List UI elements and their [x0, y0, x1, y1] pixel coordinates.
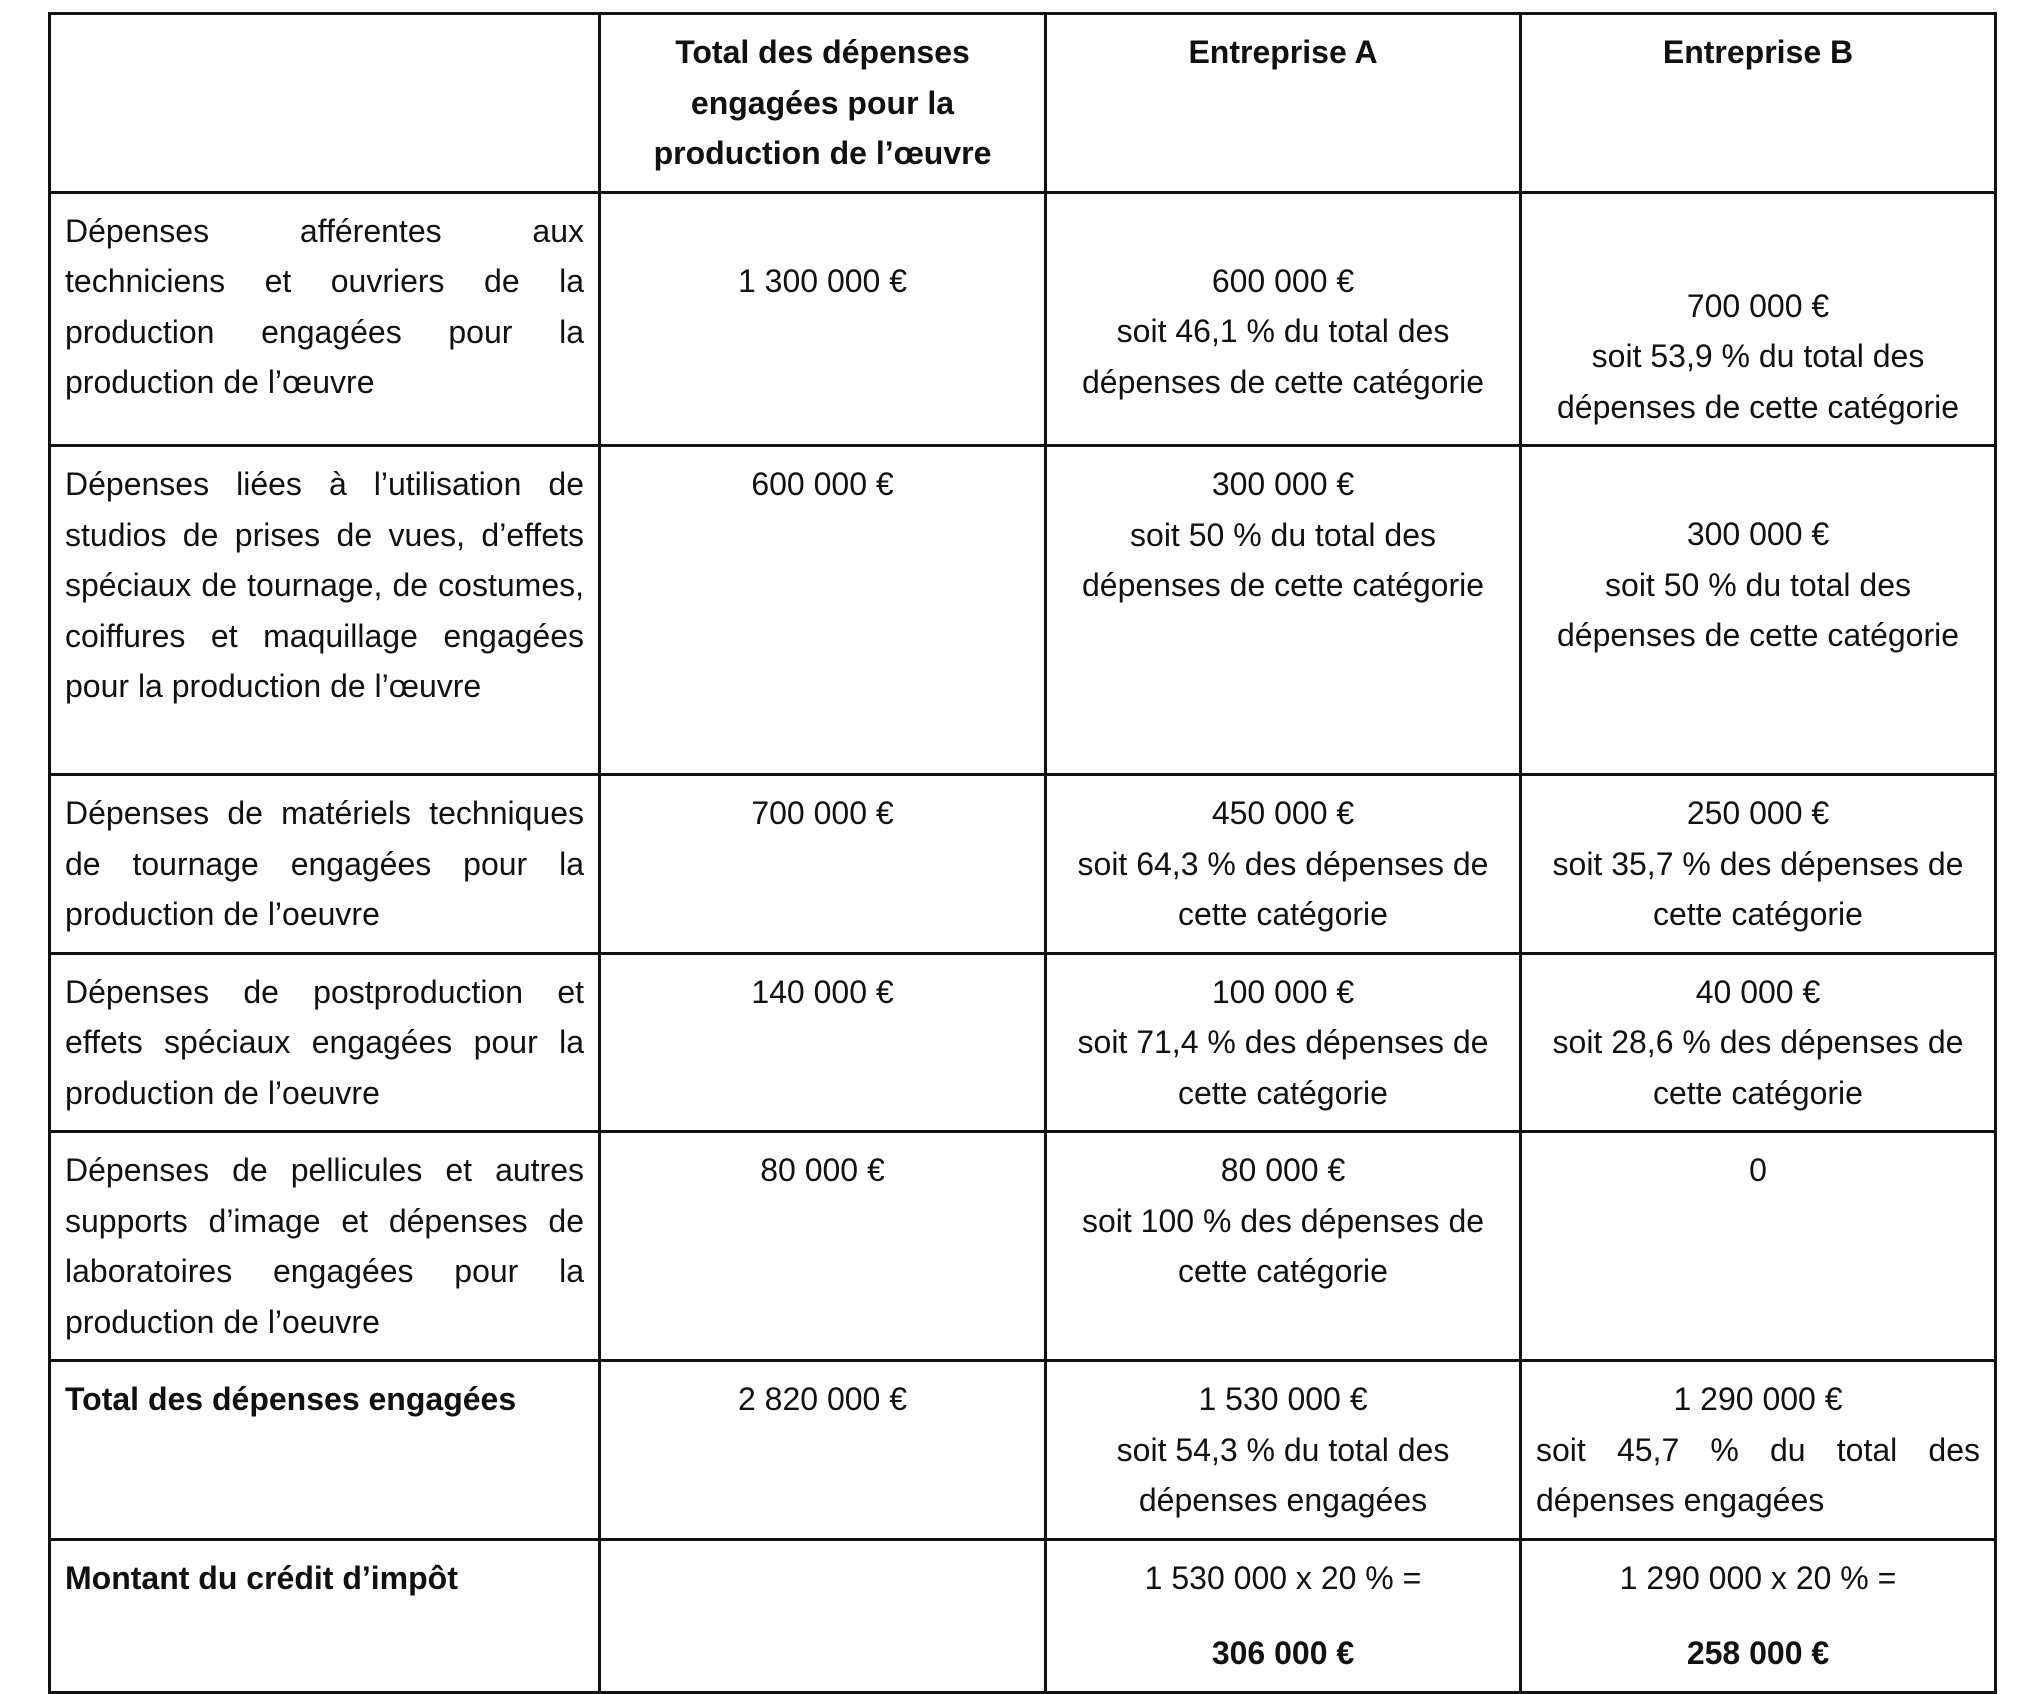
table-row — [50, 192, 1996, 446]
company-a-share: soit 64,3 % des dépenses de cette catégorie — [1077, 845, 1489, 932]
row-total-value: 80 000 € — [760, 1152, 885, 1188]
company-b-share: soit 50 % du total des dépenses de cette catégorie — [1556, 566, 1960, 653]
company-a-share: soit 46,1 % du total des dépenses de cette catégorie — [1081, 313, 1485, 400]
header-empty-cell — [50, 14, 600, 193]
total-row — [50, 1361, 1996, 1540]
total-row-total — [600, 1361, 1046, 1540]
header-company-b: Entreprise B — [1521, 14, 1996, 193]
credit-row — [50, 1539, 1996, 1692]
total-row-total-value: 2 820 000 € — [737, 1381, 908, 1417]
row-label: Dépenses de matériels techniques de tournage engagées pour la production de l’oeuvre — [50, 775, 600, 954]
total-company-b-amount: 1 290 000 € — [1673, 1381, 1843, 1417]
credit-spacer — [1536, 1603, 1980, 1628]
row-label: Dépenses afférentes aux techniciens et ouvriers de la production engagées pour la production de l’œuvre — [50, 192, 600, 446]
credit-company-a-formula: 1 530 000 x 20 % = — [1144, 1559, 1422, 1596]
row-total — [600, 192, 1046, 446]
row-total-value: 700 000 € — [751, 795, 894, 831]
row-label: Dépenses de pellicules et autres supports d’image et dépenses de laboratoires engagées pour la production de l’oeuvre — [50, 1132, 600, 1361]
company-a-share: soit 71,4 % des dépenses de cette catégorie — [1077, 1024, 1489, 1111]
company-a-share: soit 50 % du total des dépenses de cette catégorie — [1081, 516, 1485, 603]
company-a-amount: 80 000 € — [1220, 1152, 1346, 1188]
total-row-company-a — [1046, 1361, 1521, 1540]
row-total-value: 140 000 € — [751, 973, 894, 1010]
total-company-b-share: soit 45,7 % du total des dépenses engagées — [1536, 1431, 1980, 1518]
company-a-share: soit 100 % des dépenses de cette catégorie — [1081, 1202, 1485, 1289]
company-a-amount: 600 000 € — [1211, 262, 1355, 299]
company-b-share: soit 35,7 % des dépenses de cette catégorie — [1552, 845, 1964, 932]
credit-company-b-formula: 1 290 000 x 20 % = — [1619, 1559, 1897, 1596]
row-company-b — [1521, 953, 1996, 1132]
row-company-a — [1046, 446, 1521, 775]
row-label: Dépenses liées à l’utilisation de studios de prises de vues, d’effets spéciaux de tournage, de costumes, coiffures et maquillage engagées pour la production de l’œuvre — [50, 446, 600, 775]
row-company-a — [1046, 953, 1521, 1132]
row-total-value: 600 000 € — [751, 466, 894, 502]
table-row — [50, 775, 1996, 954]
credit-row-company-a — [1046, 1539, 1521, 1692]
total-row-company-b — [1521, 1361, 1996, 1540]
row-company-b — [1521, 446, 1996, 775]
credit-company-b-result: 258 000 € — [1686, 1635, 1830, 1671]
company-b-amount: 250 000 € — [1686, 795, 1830, 831]
credit-row-company-b — [1521, 1539, 1996, 1692]
company-a-amount: 450 000 € — [1211, 795, 1355, 831]
company-b-amount: 300 000 € — [1686, 516, 1830, 552]
company-b-share: soit 53,9 % du total des dépenses de cette catégorie — [1556, 338, 1960, 425]
row-total — [600, 1132, 1046, 1361]
company-b-amount: 40 000 € — [1695, 973, 1821, 1010]
company-a-amount: 300 000 € — [1211, 466, 1355, 502]
company-b-amount: 0 — [1749, 1152, 1767, 1188]
table-row — [50, 953, 1996, 1132]
company-b-amount: 700 000 € — [1686, 287, 1830, 324]
table-row — [50, 1132, 1996, 1361]
header-row — [50, 14, 1996, 193]
row-company-a — [1046, 775, 1521, 954]
tax-credit-table — [48, 12, 1997, 1694]
total-company-a-amount: 1 530 000 € — [1198, 1381, 1368, 1417]
credit-spacer — [1061, 1603, 1505, 1628]
credit-company-a-result: 306 000 € — [1211, 1635, 1355, 1671]
header-company-a: Entreprise A — [1046, 14, 1521, 193]
row-company-b — [1521, 775, 1996, 954]
row-total — [600, 446, 1046, 775]
row-company-b — [1521, 192, 1996, 446]
total-row-label: Total des dépenses engagées — [50, 1361, 600, 1540]
credit-row-label: Montant du crédit d’impôt — [50, 1539, 600, 1692]
company-b-share: soit 28,6 % des dépenses de cette catégorie — [1552, 1024, 1964, 1111]
table-row — [50, 446, 1996, 775]
row-total — [600, 775, 1046, 954]
row-label: Dépenses de postproduction et effets spéciaux engagées pour la production de l’oeuvre — [50, 953, 600, 1132]
row-total-value: 1 300 000 € — [737, 262, 908, 299]
total-company-a-share: soit 54,3 % du total des dépenses engagées — [1116, 1431, 1450, 1518]
row-company-a — [1046, 192, 1521, 446]
credit-row-total — [600, 1539, 1046, 1692]
row-company-a — [1046, 1132, 1521, 1361]
row-company-b — [1521, 1132, 1996, 1361]
company-a-amount: 100 000 € — [1211, 973, 1355, 1010]
row-total — [600, 953, 1046, 1132]
header-total-expenses: Total des dépenses engagées pour la production de l’œuvre — [600, 14, 1046, 193]
